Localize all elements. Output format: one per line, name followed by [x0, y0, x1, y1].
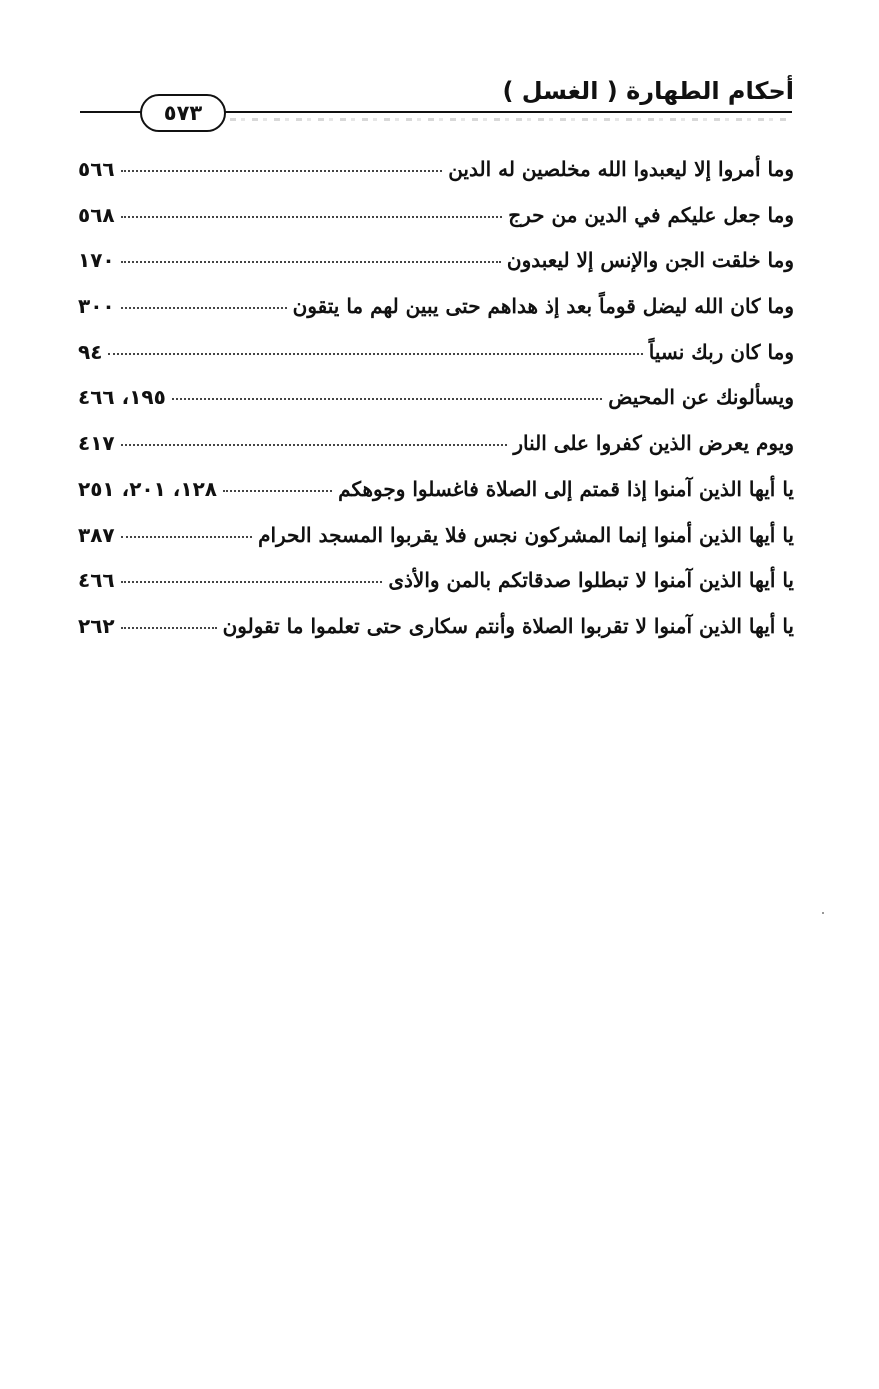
- entry-text: وما كان الله ليضل قوماً بعد إذ هداهم حتى يبين لهم ما يتقون: [292, 294, 794, 319]
- index-entry: [78, 152, 794, 198]
- index-entry: [78, 472, 794, 518]
- entry-text: وما أمروا إلا ليعبدوا الله مخلصين له الدين: [448, 157, 794, 181]
- entry-pages: ٣٠٠: [78, 294, 115, 319]
- entry-pages: ٤١٧: [78, 431, 115, 456]
- entry-text: يا أيها الذين آمنوا إذا قمتم إلى الصلاة فاغسلوا وجوهكم: [338, 476, 794, 501]
- dot-leader: [108, 353, 642, 355]
- entry-pages: ٢٦٢: [78, 613, 115, 638]
- dot-leader: [121, 627, 217, 629]
- entry-pages: ٤٦٦: [78, 568, 115, 593]
- scan-speck: [822, 912, 824, 914]
- dot-leader: [121, 536, 252, 538]
- entry-text: ويسألونك عن المحيض: [608, 385, 794, 410]
- entry-text: يا أيها الذين أمنوا إنما المشركون نجس فلا يقربوا المسجد الحرام: [258, 522, 794, 547]
- dot-leader: [121, 170, 443, 172]
- index-entry: [78, 335, 794, 381]
- entry-pages: ٣٨٧: [78, 522, 115, 547]
- dot-leader: [121, 307, 287, 309]
- index-entry: [78, 380, 794, 426]
- entry-text: يا أيها الذين آمنوا لا تبطلوا صدقاتكم بالمن والأذى: [388, 568, 794, 593]
- index-entry: [78, 426, 794, 472]
- dot-leader: [121, 581, 383, 583]
- entry-text: وما جعل عليكم في الدين من حرج: [508, 202, 794, 227]
- page-number: ٥٧٣: [163, 101, 203, 125]
- dot-leader: [121, 261, 501, 263]
- header-rule-texture: [208, 118, 788, 121]
- page-number-badge: [140, 94, 226, 132]
- index-entry: [78, 243, 794, 289]
- entry-pages: ٥٦٨: [78, 202, 115, 227]
- verse-index-list: [78, 152, 794, 655]
- entry-pages: ٩٤: [78, 339, 103, 364]
- entry-pages: ١٢٨، ٢٠١، ٢٥١: [78, 476, 217, 501]
- dot-leader: [121, 444, 508, 446]
- entry-text: يا أيها الذين آمنوا لا تقربوا الصلاة وأنتم سكارى حتى تعلموا ما تقولون: [222, 613, 794, 638]
- entry-pages: ٥٦٦: [78, 157, 115, 181]
- entry-pages: ١٩٥، ٤٦٦: [78, 385, 166, 410]
- dot-leader: [223, 490, 332, 492]
- running-title: أحكام الطهارة ( الغسل ): [502, 77, 794, 105]
- entry-text: وما كان ربك نسياً: [648, 339, 794, 364]
- dot-leader: [172, 398, 602, 400]
- entry-pages: ١٧٠: [78, 248, 115, 273]
- page-header: [78, 68, 794, 138]
- index-entry: [78, 198, 794, 244]
- index-entry: [78, 289, 794, 335]
- entry-text: وما خلقت الجن والإنس إلا ليعبدون: [506, 248, 794, 273]
- index-entry: [78, 563, 794, 609]
- index-entry: [78, 518, 794, 564]
- index-entry: [78, 609, 794, 655]
- dot-leader: [121, 216, 503, 218]
- entry-text: ويوم يعرض الذين كفروا على النار: [513, 431, 794, 456]
